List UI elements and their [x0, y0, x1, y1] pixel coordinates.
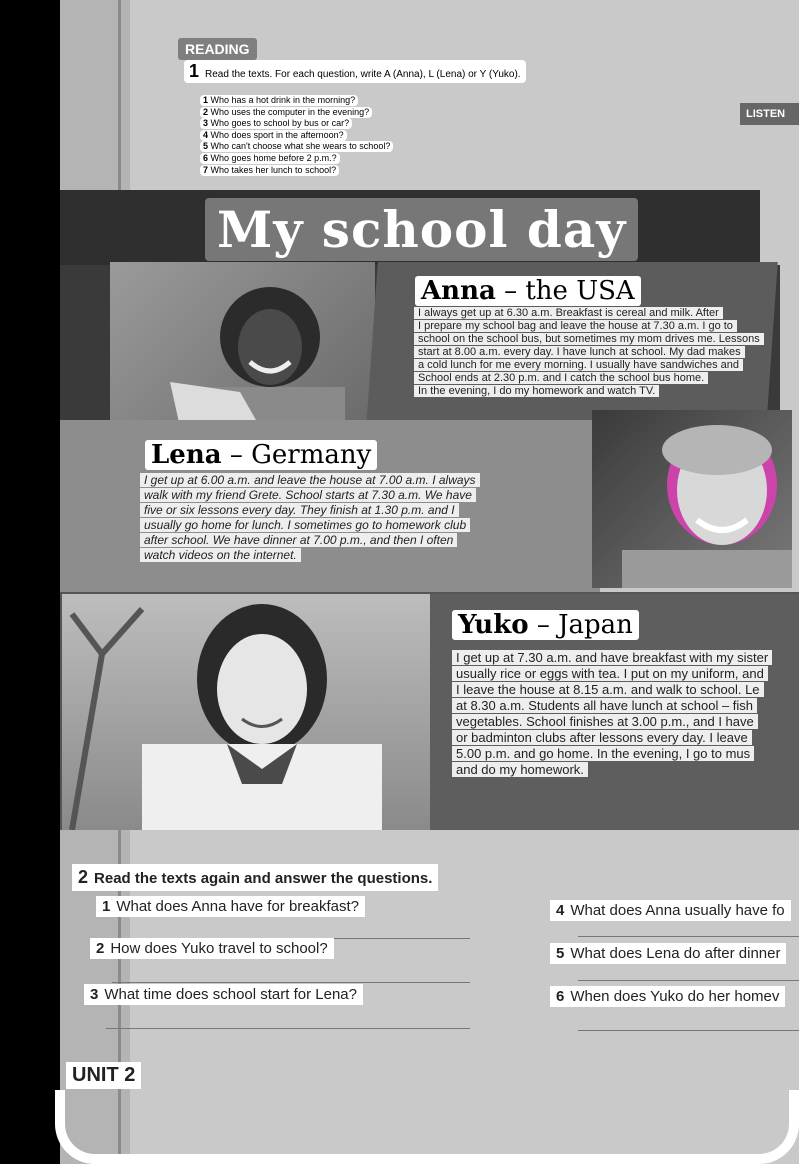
text-line: 5.00 p.m. and go home. In the evening, I go to mus [452, 746, 754, 761]
text-line: and do my homework. [452, 762, 588, 777]
text-line: five or six lessons every day. They finish at 1.30 p.m. and I [140, 503, 459, 517]
answer-line [578, 936, 799, 937]
exercise2-question: 5 What does Lena do after dinner [550, 943, 786, 964]
page-title: My school day [205, 198, 638, 261]
text-line: I leave the house at 8.15 a.m. and walk to school. Le [452, 682, 764, 697]
answer-line [106, 1028, 470, 1029]
anna-heading: Anna – the USA [415, 276, 641, 306]
exercise1-question: 3 Who goes to school by bus or car? [200, 118, 352, 129]
exercise1-question: 5 Who can't choose what she wears to school? [200, 141, 393, 152]
exercise2-question: 3 What time does school start for Lena? [84, 984, 363, 1005]
reading-label: READING [178, 38, 257, 60]
unit-label: UNIT 2 [66, 1062, 141, 1089]
listen-tab: LISTEN [740, 103, 799, 125]
text-line: walk with my friend Grete. School starts at 7.30 a.m. We have [140, 488, 476, 502]
answer-line [578, 980, 799, 981]
anna-photo [110, 262, 375, 427]
text-line: at 8.30 a.m. Students all have lunch at school – fish [452, 698, 757, 713]
lena-photo [592, 410, 792, 588]
text-line: vegetables. School finishes at 3.00 p.m., and I have [452, 714, 758, 729]
text-line: In the evening, I do my homework and watch TV. [414, 385, 659, 397]
lena-figure [592, 410, 792, 588]
yuko-photo [62, 594, 432, 830]
exercise2-question: 6 When does Yuko do her homev [550, 986, 785, 1007]
photo-frame [55, 1090, 799, 1164]
exercise1-question: 2 Who uses the computer in the evening? [200, 107, 372, 118]
exercise1-instruction: 1 Read the texts. For each question, write A (Anna), L (Lena) or Y (Yuko). [184, 60, 526, 83]
text-line: I get up at 6.00 a.m. and leave the house at 7.00 a.m. I always [140, 473, 480, 487]
exercise2-question: 4 What does Anna usually have fo [550, 900, 791, 921]
text-line: I get up at 7.30 a.m. and have breakfast with my sister [452, 650, 772, 665]
answer-line [112, 982, 470, 983]
answer-line [578, 1030, 799, 1031]
text-line: usually rice or eggs with tea. I put on my uniform, and [452, 666, 768, 681]
exercise1-question: 1 Who has a hot drink in the morning? [200, 95, 358, 106]
text-line: watch videos on the internet. [140, 548, 301, 562]
exercise1-question: 6 Who goes home before 2 p.m.? [200, 153, 340, 164]
lena-text [140, 473, 480, 563]
exercise2-question: 2 How does Yuko travel to school? [90, 938, 334, 959]
exercise2-question: 1 What does Anna have for breakfast? [96, 896, 365, 917]
anna-text [414, 307, 764, 398]
text-line: I always get up at 6.30 a.m. Breakfast is cereal and milk. After [414, 307, 723, 319]
yuko-figure [62, 594, 432, 830]
text-line: School ends at 2.30 p.m. and I catch the school bus home. [414, 372, 708, 384]
yuko-text [452, 650, 772, 778]
yuko-heading: Yuko – Japan [452, 610, 639, 640]
text-line: I prepare my school bag and leave the house at 7.30 a.m. I go to [414, 320, 737, 332]
text-line: usually go home for lunch. I sometimes go to homework club [140, 518, 470, 532]
exercise2-instruction: 2 Read the texts again and answer the questions. [72, 864, 438, 891]
anna-figure [110, 262, 375, 427]
text-line: a cold lunch for me every morning. I usually have sandwiches and [414, 359, 743, 371]
text-line: or badminton clubs after lessons every day. I leave [452, 730, 752, 745]
text-line: after school. We have dinner at 7.00 p.m., and then I often [140, 533, 457, 547]
text-line: start at 8.00 a.m. every day. I have lunch at school. My dad makes [414, 346, 745, 358]
exercise1-question: 4 Who does sport in the afternoon? [200, 130, 347, 141]
lena-heading: Lena – Germany [145, 440, 377, 470]
exercise1-question: 7 Who takes her lunch to school? [200, 165, 339, 176]
text-line: school on the school bus, but sometimes my mom drives me. Lessons [414, 333, 764, 345]
